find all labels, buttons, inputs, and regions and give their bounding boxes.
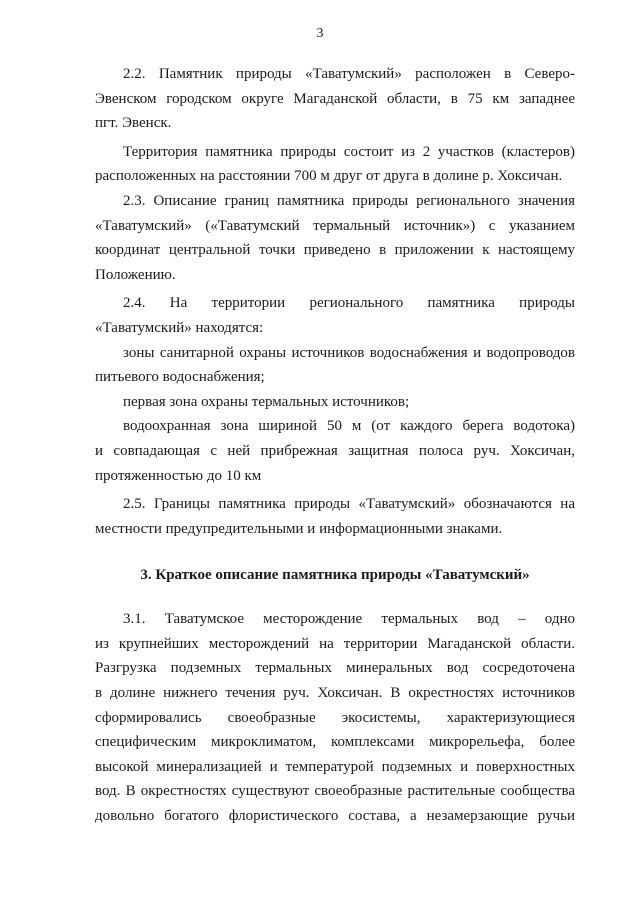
text-line: зоны санитарной охраны источников водоснабжения и водопроводов (123, 344, 575, 361)
text-line: местности предупредительными и информационными знаками. (95, 520, 503, 537)
text-line: 2.2. Памятник природы «Таватумский» расположен в Северо- (123, 66, 575, 82)
text-line: питьевого водоснабжения; (95, 369, 265, 386)
text-line: Эвенском городском округе Магаданской области, в 75 км западнее (95, 90, 575, 107)
text-line: высокой минерализацией и температурой подземных и поверхностных (95, 758, 575, 775)
text-line: 3.1. Таватумское месторождение термальных вод – одно (123, 611, 575, 628)
text-line: «Таватумский» находятся: (95, 319, 264, 336)
text-line: первая зона охраны термальных источников; (123, 393, 410, 410)
text-line: расположенных на расстоянии 700 м друг от друга в долине р. Хоксичан. (95, 168, 563, 185)
document-body (95, 62, 575, 829)
paragraph-2-4 (95, 291, 575, 340)
text-line: Положению. (95, 266, 176, 283)
text-line: «Таватумский» («Таватумский термальный источник») с указанием (95, 217, 575, 234)
text-line: и совпадающая с ней прибрежная защитная полоса руч. Хоксичан, (95, 442, 575, 459)
text-line: 2.4. На территории регионального памятника природы (123, 295, 575, 312)
text-line: 2.5. Границы памятника природы «Таватумский» обозначаются на (123, 496, 575, 513)
text-line: специфическим микроклиматом, комплексами микрорельефа, более (95, 734, 575, 751)
paragraph-2-4-item-3 (95, 414, 575, 488)
text-line: в долине нижнего течения руч. Хоксичан. В окрестностях источников (95, 685, 575, 702)
page-number: 3 (316, 26, 324, 41)
text-line: водоохранная зона шириной 50 м (от каждого берега водотока) (123, 418, 575, 435)
paragraph-2-2-territory (95, 140, 575, 189)
text-line: координат центральной точки приведено в приложении к настоящему (95, 242, 575, 259)
paragraph-2-4-item-2 (95, 390, 575, 415)
paragraph-3-1 (95, 607, 575, 828)
text-line: протяженностью до 10 км (95, 467, 262, 484)
text-line: Разгрузка подземных термальных минеральных вод сосредоточена (95, 660, 575, 677)
text-line: из крупнейших месторождений на территории Магаданской области. (95, 635, 575, 652)
text-line: пгт. Эвенск. (95, 115, 172, 132)
text-line: сформировались своеобразные экосистемы, характеризующиеся (95, 709, 575, 726)
paragraph-2-4-item-1 (95, 341, 575, 390)
text-line: довольно богатого флористического состава, а незамерзающие ручьи (95, 808, 575, 825)
section-3-title: 3. Краткое описание памятника природы «Таватумский» (140, 567, 530, 584)
paragraph-2-2 (95, 62, 575, 136)
text-line: 2.3. Описание границ памятника природы регионального значения (123, 192, 575, 209)
paragraph-2-5 (95, 492, 575, 541)
paragraph-2-3 (95, 189, 575, 287)
text-line: Территория памятника природы состоит из 2 участков (кластеров) (123, 143, 575, 160)
text-line: вод. В окрестностях существуют своеобразные растительные сообщества (95, 783, 575, 800)
